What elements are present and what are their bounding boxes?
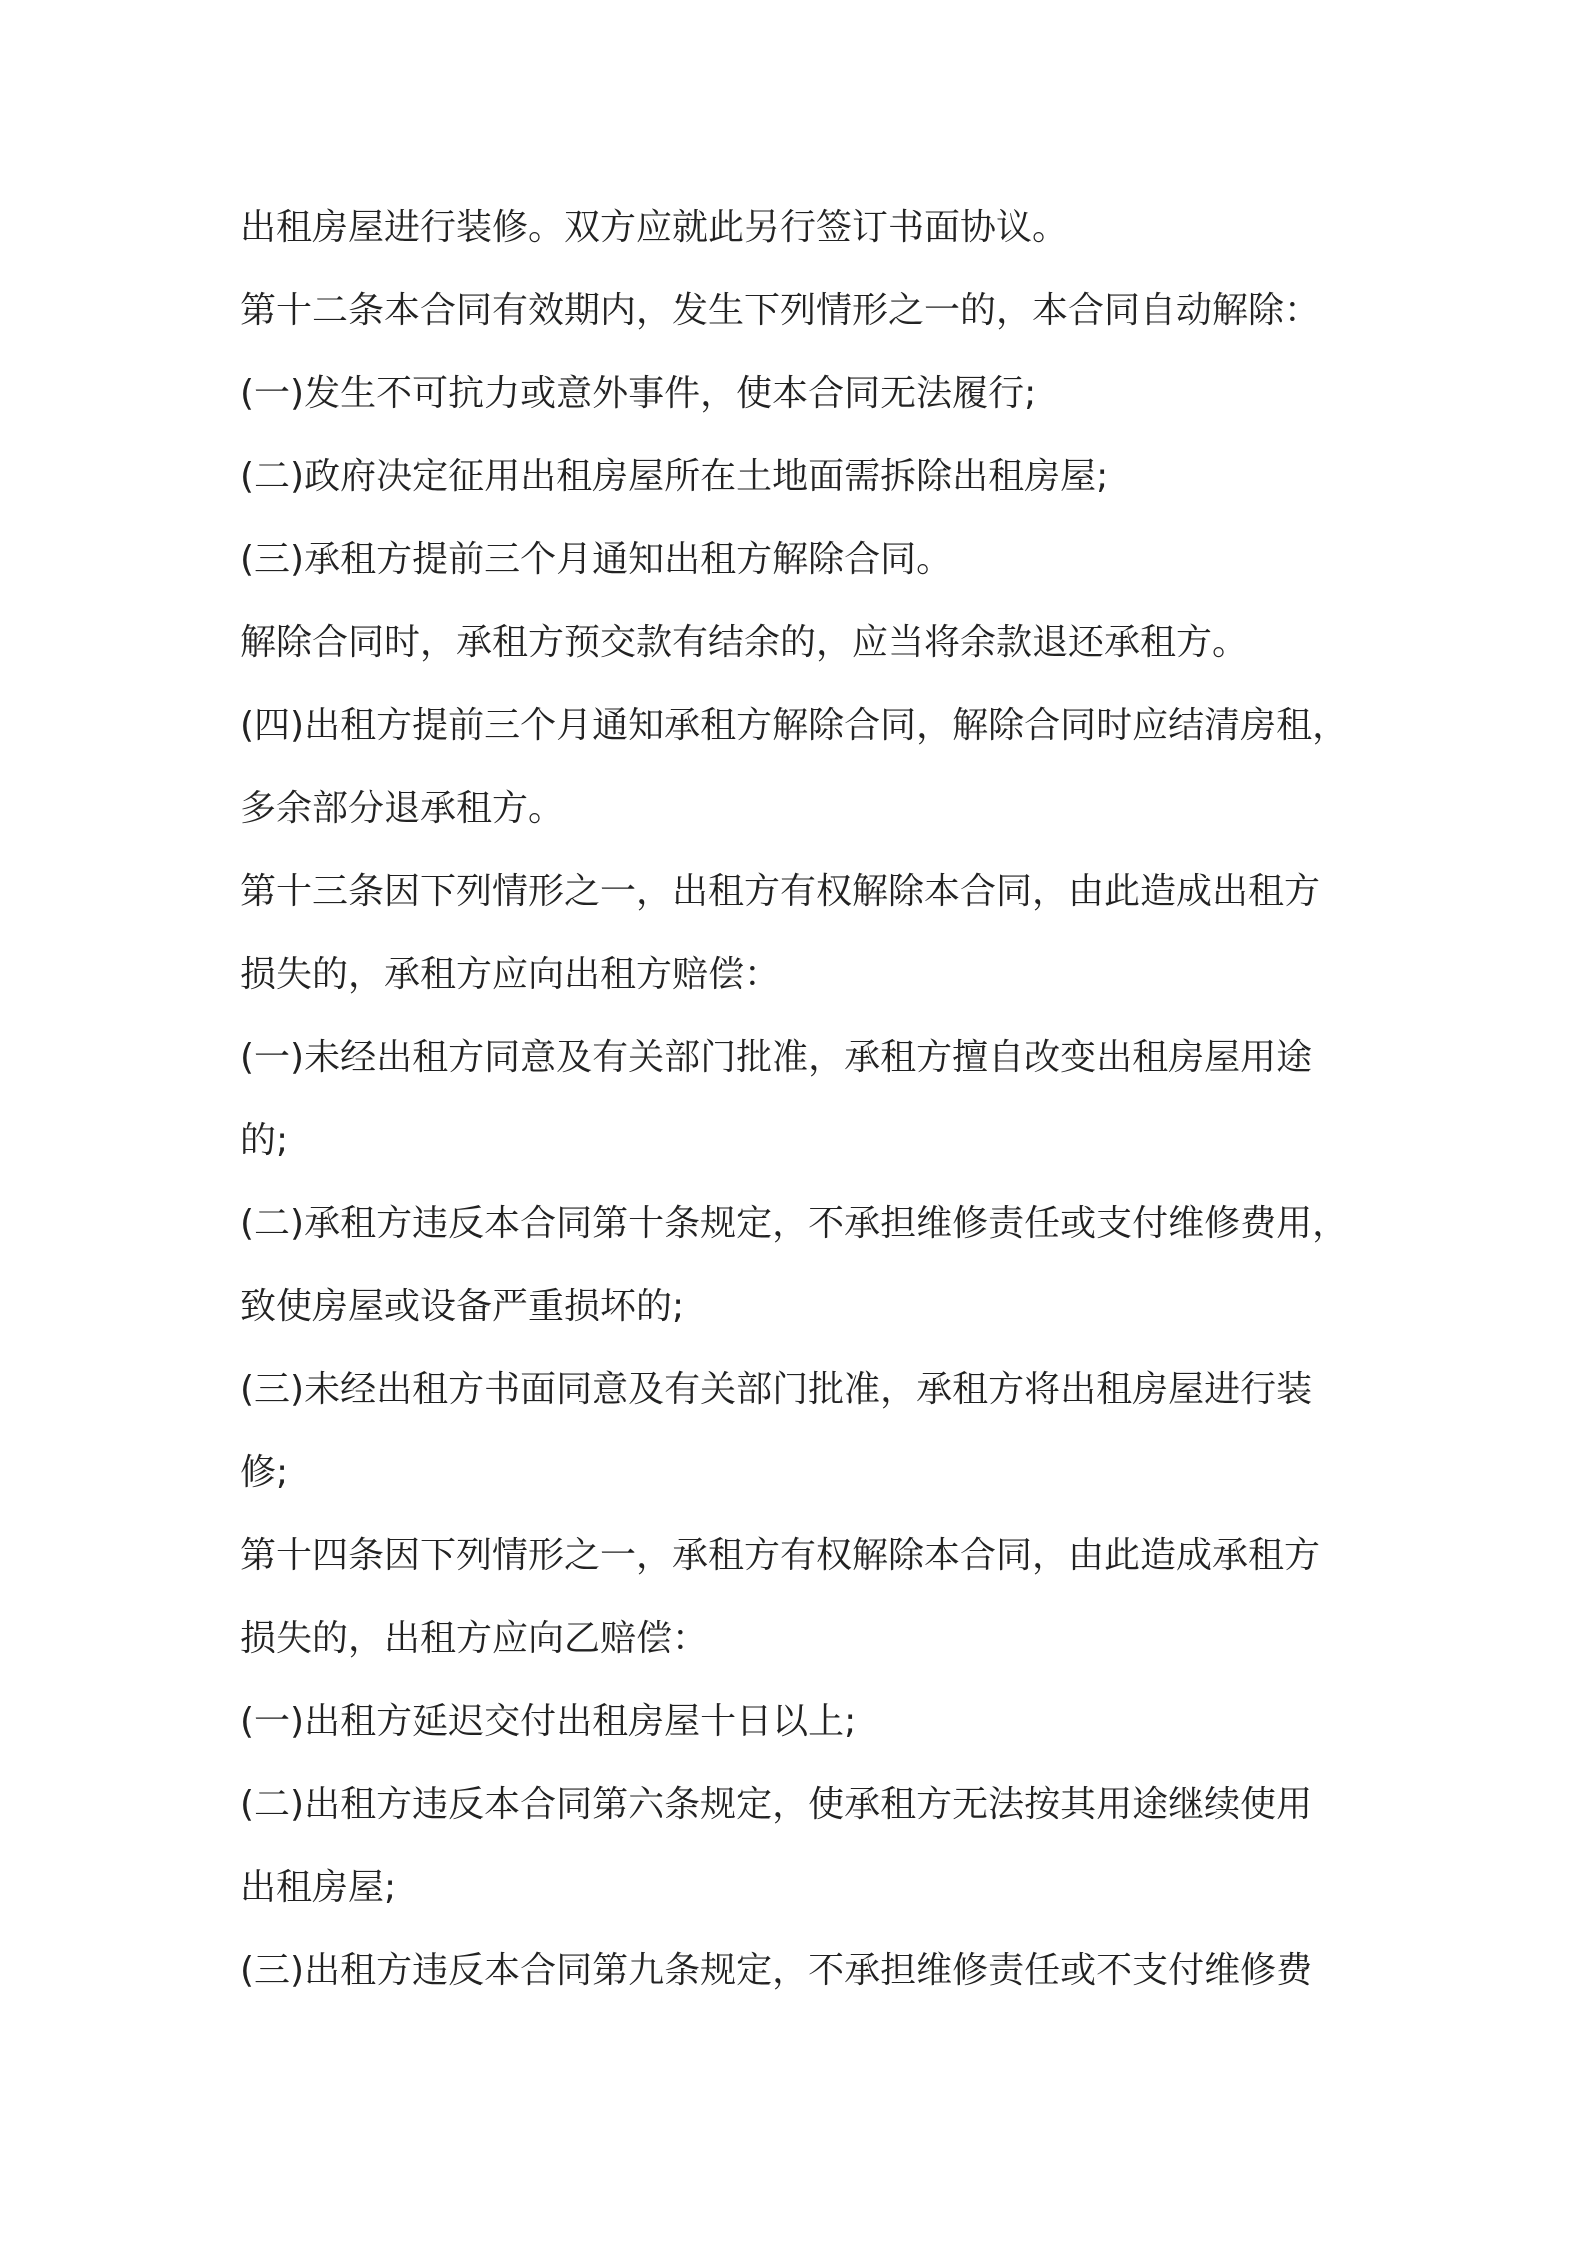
text-line: (二)政府决定征用出租房屋所在土地面需拆除出租房屋; <box>240 456 1109 497</box>
text-line: 第十二条本合同有效期内，发生下列情形之一的，本合同自动解除： <box>240 290 1321 331</box>
text-line: 的; <box>240 1120 289 1161</box>
text-line: 损失的，出租方应向乙赔偿： <box>240 1618 709 1659</box>
text-line: 致使房屋或设备严重损坏的; <box>240 1286 685 1327</box>
text-line: (一)出租方延迟交付出租房屋十日以上; <box>240 1701 857 1742</box>
text-line: (三)出租方违反本合同第九条规定，不承担维修责任或不支付维修费 <box>240 1950 1313 1991</box>
text-line: 出租房屋进行装修。双方应就此另行签订书面协议。 <box>240 207 1069 248</box>
text-line: 多余部分退承租方。 <box>240 788 565 829</box>
text-line: 第十三条因下列情形之一，出租方有权解除本合同，由此造成出租方 <box>240 871 1321 912</box>
text-line: (四)出租方提前三个月通知承租方解除合同，解除合同时应结清房租， <box>240 705 1349 746</box>
text-line: 出租房屋; <box>240 1867 397 1908</box>
text-line: (三)未经出租方书面同意及有关部门批准，承租方将出租房屋进行装 <box>240 1369 1313 1410</box>
text-line: 解除合同时，承租方预交款有结余的，应当将余款退还承租方。 <box>240 622 1249 663</box>
text-line: (一)发生不可抗力或意外事件，使本合同无法履行; <box>240 373 1037 414</box>
text-line: 损失的，承租方应向出租方赔偿： <box>240 954 781 995</box>
text-line: 修; <box>240 1452 289 1493</box>
text-line: (二)出租方违反本合同第六条规定，使承租方无法按其用途继续使用 <box>240 1784 1313 1825</box>
text-line: (一)未经出租方同意及有关部门批准，承租方擅自改变出租房屋用途 <box>240 1037 1313 1078</box>
text-line: (三)承租方提前三个月通知出租方解除合同。 <box>240 539 953 580</box>
text-line: (二)承租方违反本合同第十条规定，不承担维修责任或支付维修费用， <box>240 1203 1349 1244</box>
text-line: 第十四条因下列情形之一，承租方有权解除本合同，由此造成承租方 <box>240 1535 1321 1576</box>
